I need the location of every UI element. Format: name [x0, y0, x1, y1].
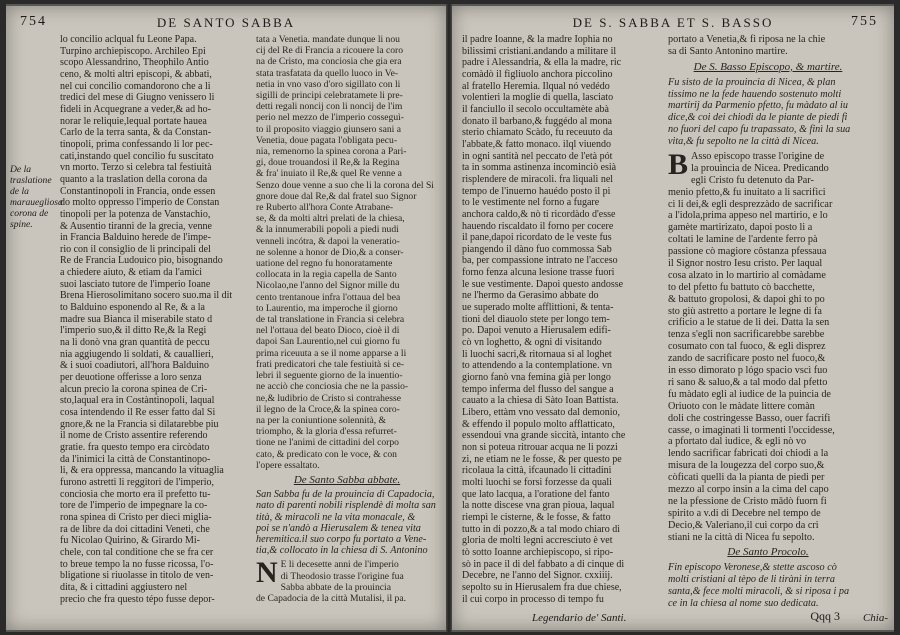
body-sabba-start	[256, 556, 438, 604]
text-line: & i suoi coadiutori, all'hora Balduino	[60, 360, 209, 372]
summary-sabba	[256, 489, 438, 556]
text-line: collocata in la regia capella de Santo	[256, 269, 397, 281]
text-line: cò vn loghetto, & ogni di visitando	[462, 337, 602, 349]
book-spread	[6, 4, 894, 632]
text-line: molti cristiani al tèpo de li tiràni in terra	[668, 574, 835, 586]
text-line: po. Dapoi venuto a Hierusalem edifi-	[462, 325, 611, 337]
text-line: netia in vno vaso d'oro sigillato con li	[256, 78, 401, 90]
dropcap-b: B	[668, 148, 689, 182]
text-line: còficati quelli da la pianta de piedi per	[668, 472, 825, 484]
text-line: ci li dei,& egli desprezzàdo de sacrificar	[668, 198, 833, 210]
text-line: Venetia, doue pagata l'obligata pecu-	[256, 134, 398, 146]
text-line: l'abbate,& fatto monaco. ilql viuendo	[462, 138, 611, 150]
text-line: detti regali noncij con li noncij de l'im	[256, 101, 403, 113]
text-line: na per la coniuntione solennità, &	[256, 414, 387, 426]
text-line: anchora caldo,& nò ti ricordàdo d'esse	[462, 208, 616, 220]
text-line: prima riceuuta a se il nome apparse a li	[256, 347, 407, 359]
text-line: do molto oppresso l'imperio de Constan	[60, 197, 220, 209]
right-column-1	[462, 34, 658, 605]
left-page	[6, 6, 447, 630]
text-line: zi, ne etiam ne le fosse, & per questo pe	[462, 453, 622, 465]
text-line: egli Cristo fu detenuto da Par-	[691, 174, 814, 186]
text-line: Carlo de la terra santa, & da Constan-	[60, 127, 212, 139]
text-line: a chiedere aiuto, & etiam da l'amici	[60, 267, 203, 279]
text-line: nel l'ottaua del beato Dioco, cioè il di	[256, 325, 400, 337]
text-line: rona spinea di Cristo per dieci miglia-	[60, 511, 212, 523]
text-line: furono astretti li reggitori de l'imperio,	[60, 476, 214, 488]
text-line: le sue vestimente. Dapoi questo andosse	[462, 278, 624, 290]
text-line: lebri il seguente giorno de la inuentio-	[256, 370, 403, 382]
text-line: poi se n'andò a Hierusalem & tenea vita	[256, 522, 421, 534]
text-line: sa di Santo Antonino martire.	[668, 45, 788, 57]
text-line: ba, per compassione intrato ne l'acceso	[462, 255, 618, 267]
text-line: to il proposito viaggio giunsero sani a	[256, 123, 401, 135]
text-line: vn morto. Terzo si celebra tal festiuità	[60, 162, 212, 174]
text-line: di Theodosio trasse l'origine fua	[280, 570, 404, 582]
summary-basso	[668, 77, 868, 148]
text-line: de Capadocia de la città Mutalisi, il pa.	[256, 592, 406, 604]
text-line: cij del Re di Francia a ricouere la coro	[256, 45, 404, 57]
text-line: tata a Venetia. mandate dunque li nou	[256, 34, 400, 45]
text-line: dapoi San Laurentio,nel cui giorno fu	[256, 336, 400, 348]
text-line: to attendendo a la contemplatione. vn	[462, 360, 612, 372]
text-line: fu màdato egli al iudice de la puincia de	[668, 388, 831, 400]
text-line: tenza s'egli non sacrificarebbe sarebbe	[668, 329, 825, 341]
section-heading-sabba: De Santo Sabba abbate.	[293, 473, 401, 486]
text-line: tempo inferma del flusso del sangue a	[462, 383, 614, 395]
text-line: & battuto gropolosi, & dapoi ghi to po	[668, 293, 825, 305]
text-line: ri sano & saluo,& a tal modo dal pfetto	[668, 376, 828, 388]
text-line: & effendo il populo molto afflatticato,	[462, 418, 615, 430]
text-line: li luochi sacri,& ritornaua si al loghet	[462, 348, 612, 360]
text-line: fu Nicolao Quirino, & Girardo Mi-	[60, 535, 200, 547]
text-line: il padre Ioanne, & la madre Iophia no	[462, 34, 613, 45]
text-line: ra de libre da doi cittadini Veneti, che	[60, 523, 210, 535]
text-line: sto giù astretto a portare le legne di fa	[668, 305, 822, 317]
text-line: Fu sisto de la prouincia di Nicea, & plan	[668, 76, 836, 88]
text-line: piangendo il dàno fuo commossa Sab	[462, 243, 612, 255]
text-line: venneli incótra, & dapoi la veneratio-	[256, 235, 400, 247]
text-line: cato, & predicato con le voce, & con	[256, 448, 397, 460]
text-line: tione ne l'animi de cittadini del corpo	[256, 437, 399, 449]
text-line: hauendo riscaldato il forno per cocere	[462, 220, 614, 232]
text-line: to le vestimente nel forno a fugare	[462, 197, 600, 209]
text-line: na de Cristo, ma conciosia che gia era	[256, 56, 402, 68]
text-line: re Ruberto all'hora Conte Atrabane-	[256, 202, 394, 214]
section-heading-basso: De S. Basso Episcopo, & martire.	[693, 60, 843, 73]
folio-right: 755	[851, 14, 878, 29]
text-line: ne acciò che conciosia che ne la passio-	[256, 381, 409, 393]
text-line: da l'inimici la città de Constantinopo-	[60, 453, 211, 465]
text-line: per deuotione offerisse a loro senza	[60, 372, 202, 384]
text-line: quanto a la traslation della corona da	[60, 173, 208, 185]
text-line: scopo Alessandrino, Theophilo Antio	[60, 57, 209, 69]
text-line: to del pfetto fu battuto cò bacchette,	[668, 281, 815, 293]
text-line: la notte discese vna gran pioua, laqual	[462, 500, 615, 512]
text-line: in Francia Balduino herede de l'impe-	[60, 232, 211, 244]
text-line: Senzo doue venne a suo che li la corona del Si	[256, 179, 434, 191]
text-line: dice,& coi dei chiodi da le piante de piedi fi	[668, 112, 848, 124]
text-line: gi, doue trouandosi il Re,& la Regina	[256, 157, 400, 169]
text-line: to Laurentio, ma imperoche il giorno	[256, 302, 398, 314]
text-line: spirito a v.di di Decebre nel tempo de	[668, 507, 821, 519]
text-line: misura de la lougezza del corpo suo,&	[668, 460, 825, 472]
text-line: stata trasfatata da quello luoco in Ve-	[256, 67, 399, 79]
text-line: ceno, & molti altri episcopi, & abbati,	[60, 68, 212, 80]
text-line: cosumato con tal fuoco, & egli disprez	[668, 341, 826, 353]
text-line: nel cui concilio comandorono che a li	[60, 80, 211, 92]
text-line: volentieri la moglie di quella, lasciato	[462, 92, 614, 104]
text-line: santa,& fece molti miracoli, & si riposa i pa	[668, 586, 850, 598]
section-heading-procolo: De Santo Procolo.	[727, 546, 809, 559]
text-line: precio che fra questo tépo fusse depor-	[60, 593, 215, 605]
text-line: & fra' inuiato il Re,& quel Re venne a	[256, 168, 402, 180]
text-line: non si poteua ritrouar acqua ne li pozzi	[462, 441, 618, 453]
text-line: no fuori del capo fu trapassato, & finì la sua	[668, 124, 851, 136]
text-line: tore de l'imperio de impegnare la co-	[60, 500, 208, 512]
margin-note: De la traslatione de la marauegliosa corona de spine.	[10, 164, 63, 230]
text-line: Brena Hierosolimitano socero suo.ma il dit	[60, 290, 233, 302]
folio-left: 754	[20, 14, 47, 29]
text-line: conciosia che morto era il prefetto tu-	[60, 488, 211, 500]
text-line: ne solenne a honor de Dio,& a conser-	[256, 246, 404, 258]
text-line: a pfortato dal iudice, & egli nò vo	[668, 436, 807, 448]
text-line: in esso dimorato p lógo spacio vscì fuo	[668, 365, 828, 377]
text-line: sepolto su in Hierusalem fra due chiese,	[462, 581, 622, 593]
left-column-2	[256, 34, 438, 604]
text-line: tredici del mese di Giugno venissero li	[60, 92, 215, 104]
text-line: Oriuoto con le màdate littere comàn	[668, 400, 815, 412]
text-line: il pane,dapoi ricordato de le veste fus	[462, 232, 612, 244]
text-line: tò sotto Ioanne archiepiscopo, si ripo-	[462, 546, 614, 558]
text-line: tempo de l'inuerno hauédo posto il pi	[462, 185, 611, 197]
left-column-2-body	[256, 34, 438, 471]
text-line: tinopoli, prima confessando li lor pec-	[60, 138, 213, 150]
text-line: Libero, ettàm vno vessato dal demonio,	[462, 407, 621, 418]
text-line: il cui corpo in processo di tempo fu	[462, 593, 604, 605]
summary-procolo	[668, 562, 868, 610]
text-line: portato a Venetia,& fi riposa ne la chie	[668, 34, 826, 45]
text-line: fideli in Acquegrane a veder,& ad ho-	[60, 103, 211, 115]
text-line: menio pfetto,& fu inuitato a li sacrifici	[668, 186, 826, 198]
text-line: ue superado molte afflittioni, & tenta-	[462, 302, 614, 314]
text-line: gloria de molti legni accresciuto è vet	[462, 535, 613, 547]
catchword: Chia-	[862, 612, 888, 624]
text-line: to Balduino esponendo al Re, & a la	[60, 302, 205, 314]
text-line: ne l'hermo da Gerasimo abbate do	[462, 290, 599, 302]
text-line: que lato lacqua, a l'oratione del fanto	[462, 488, 610, 500]
text-line: de tal translatione in Francia si celebra	[256, 314, 405, 326]
text-line: E li decesette anni de l'imperio	[280, 559, 399, 571]
text-line: norar le reliquie,lequal portate hauea	[60, 115, 207, 127]
text-line: tità, & miracoli ne la vita monacale, &	[256, 511, 416, 523]
text-line: tutto in di pozzo,& a tal modo chiaro di	[462, 523, 621, 535]
text-line: Asso episcopo trasse l'origine de	[691, 151, 825, 163]
text-line: gamète martirizato, dapoi posto li a	[668, 222, 813, 234]
text-line: risplendere de miracoli. fra liquali nel	[462, 173, 614, 185]
text-line: nia aggiugendo li soldati, & cauallieri,	[60, 348, 214, 360]
text-line: molti luochi se forsi forzesse da quali	[462, 476, 612, 488]
text-line: a l'idola,prima appeso nel martirio, e lo	[668, 210, 828, 222]
text-line: l'imperio suo,& il ditto Re,& la Regi	[60, 325, 207, 337]
text-line: Nicolao,ne l'anno del Signor mille du	[256, 280, 400, 292]
text-line: forno fenza alcuna lesione trasse fuori	[462, 267, 615, 279]
text-line: rio con il consiglio de li principali del	[60, 243, 211, 255]
text-line: gnore,& ne la Francia si dilatarebbe piu	[60, 418, 219, 430]
text-line: il Signor nostro Iesu cristo. Per laqual	[668, 258, 823, 270]
text-line: na li donò vna gran quantità de peccu	[60, 337, 210, 349]
running-title-right: DE S. SABBA ET S. BASSO	[572, 15, 774, 30]
text-line: to breue tempo la no fusse ricossa, l'o-	[60, 558, 214, 570]
text-line: sò in pace il di del fabbato a di cinque di	[462, 558, 625, 570]
text-line: vita,& fu sepolto ne la città di Nicea.	[668, 136, 819, 148]
text-line: cati,instando quel concilio fu suscitato	[60, 150, 214, 162]
text-line: triompho, & la gloria d'essa refurret-	[256, 426, 397, 438]
text-line: Fin episcopo Veronese,& stette ascoso cò	[668, 562, 837, 574]
text-line: il legno de la Croce,& la spinea coro-	[256, 403, 400, 415]
text-line: madre sua Bianca il miserabile stato d	[60, 313, 213, 325]
text-line: mezzo al corpo insin a la cima del capo	[668, 483, 829, 495]
signature-text: Qqq 3	[810, 609, 840, 623]
text-line: Sabba abbate de la prouincia	[280, 581, 391, 593]
text-line: sigilli de principi celebratamete li pre-	[256, 90, 403, 102]
text-line: tia,& collocato in la chiesa di S. Antonino	[256, 545, 428, 557]
text-line: ne,& ludibrio de Cristo si contrahesse	[256, 392, 401, 404]
text-line: in ogni santità nel peccato de l'età pót	[462, 150, 613, 162]
dropcap-n: N	[256, 556, 278, 590]
signature-mark	[810, 609, 840, 624]
text-line: tioni del diauolo stete per longo tem-	[462, 313, 610, 325]
text-line: sterio chiamato Scàdo, fu receuuto da	[462, 127, 613, 139]
text-line: cauato a la chiesa di Sàto Ioan Battista.	[462, 395, 619, 407]
text-line: tissimo ne la fede hauendo sostenuto molti	[668, 88, 842, 100]
text-line: al fratello Heremia. Ilqual nó vedédo	[462, 80, 610, 92]
text-line: nato di parenti nobili risplendè di molta san	[256, 500, 436, 512]
running-title-left: DE SANTO SABBA	[156, 15, 296, 30]
text-line: lendo sacrificar fabricati doi chiodi a la	[668, 448, 829, 460]
text-line: il fanciullo il secolo occultamète abà	[462, 103, 609, 115]
text-line: crificio a le statue de li dei. Datta la sen	[668, 317, 830, 329]
text-line: lo concilio aclqual fu Leone Papa.	[60, 34, 197, 45]
text-line: ta in somma astinenza incominciò esià	[462, 162, 617, 174]
text-line: dita, & i cittadini aggiustero nel	[60, 581, 188, 593]
text-line: l'opere essaltato.	[256, 459, 320, 471]
text-line: stiani ne la città di Nicea fu sepolto.	[668, 531, 815, 543]
text-line: casse, o imaginati li tormenti l'occidesse,	[668, 424, 835, 436]
text-line: uatione del regno fu honoratamente	[256, 258, 393, 270]
text-line: padre i Alessandria, & ella la madre, ric	[462, 57, 622, 69]
text-line: Decio,& Valeriano,il cui corpo da cri	[668, 519, 819, 531]
text-line: doli che costringesse Basso, ouer facrifi	[668, 412, 831, 424]
text-line: cosa alzato in lo martirio al comàdame	[668, 269, 826, 281]
text-line: Turpino archiepiscopo. Archileo Epi	[60, 45, 206, 57]
text-line: ne la pfessione de Cristo mādò fuorn fi	[668, 495, 827, 507]
text-line: gratie. fra questo tempo era circòdato	[60, 441, 210, 453]
right-column-2	[668, 34, 868, 610]
text-line: Re de Francia Ludouico pio, bisognando	[60, 255, 223, 267]
text-line: la prouincia de Nicea. Predicando	[691, 162, 829, 174]
text-line: cosa intendendo il Re esser fatto dal Si	[60, 407, 216, 418]
text-line: ce in la chiesa al nome suo dedicata.	[668, 597, 819, 609]
text-line: Constantinopoli in Francia, onde essen	[60, 185, 216, 197]
text-line: ricolaua la città, ifcaunado li cittadini	[462, 465, 612, 477]
text-line: riempì le cisterne, & le fosse, & fatto	[462, 511, 611, 523]
running-head-right	[452, 14, 894, 32]
text-line: passione cò magiore côstanza pfessaua	[668, 246, 827, 258]
text-line: San Sabba fu de la prouincia di Capadocia,	[256, 489, 435, 501]
text-line: sto,laqual era in Costàntinopoli, laqual	[60, 395, 215, 407]
text-line: li, & era oppressa, mancando la vituaglia	[60, 465, 224, 477]
text-line: zando de sacrificare posto nel fuoco,&	[668, 353, 826, 365]
text-line: bilissimi cristiani.andando a militare il	[462, 45, 617, 57]
text-line: Decebre, ne l'anno del Signor. cxxiiij.	[462, 570, 613, 582]
text-line: frati predicatori che tale festiuità si ce-	[256, 358, 405, 370]
text-line: tinopoli per la potenza de Vanstachio,	[60, 208, 211, 220]
text-line: perio nel mezzo de l'imperio cosseguì-	[256, 112, 404, 124]
right-column-2-top	[668, 34, 868, 58]
text-line: gnore doue dal Re,& dal fratel suo Signor	[256, 190, 417, 202]
text-line: cento trentanoue infra l'ottaua del bea	[256, 291, 401, 303]
text-line: donato il barbano,& fuggédo al mona	[462, 115, 612, 127]
text-line: martirij da Parmenio pfetto, fu màdato al iu	[668, 100, 848, 112]
text-line: heremitica.il suo corpo fu portato a Vene-	[256, 533, 427, 545]
text-line: bligatione si riuolasse in titolo de ven-	[60, 570, 214, 582]
body-basso	[668, 148, 868, 543]
text-line: coltati le lamine de l'ardente ferro pà	[668, 234, 818, 246]
text-line: se, & da molti altri prelati de la chiesa,	[256, 213, 405, 225]
text-line: il nome de Cristo assentire referendo	[60, 430, 208, 442]
text-line: nia, remenorno la spinea corona a Pari-	[256, 146, 407, 158]
text-line: chele, con tal conditione che se fra cer	[60, 546, 214, 558]
text-line: & Ausentio tiranni de la grecia, venne	[60, 220, 212, 232]
text-line: essendoui vna grande siccità, intanto che	[462, 430, 626, 442]
running-head-left	[6, 14, 446, 32]
right-page	[452, 6, 894, 630]
text-line: comàdò il figliuolo anchora piccolino	[462, 68, 613, 80]
text-line: giorno fanò vna femina già per longo	[462, 372, 611, 384]
text-line: suoi lasciato tutore de l'imperio Ioane	[60, 278, 211, 290]
left-column-1	[60, 34, 250, 605]
footer-title: Legendario de' Santi.	[532, 612, 627, 624]
text-line: & la innumerabili popoli a piedi nudi	[256, 224, 399, 236]
text-line: alcun precio la corona spinea de Cri-	[60, 383, 208, 395]
